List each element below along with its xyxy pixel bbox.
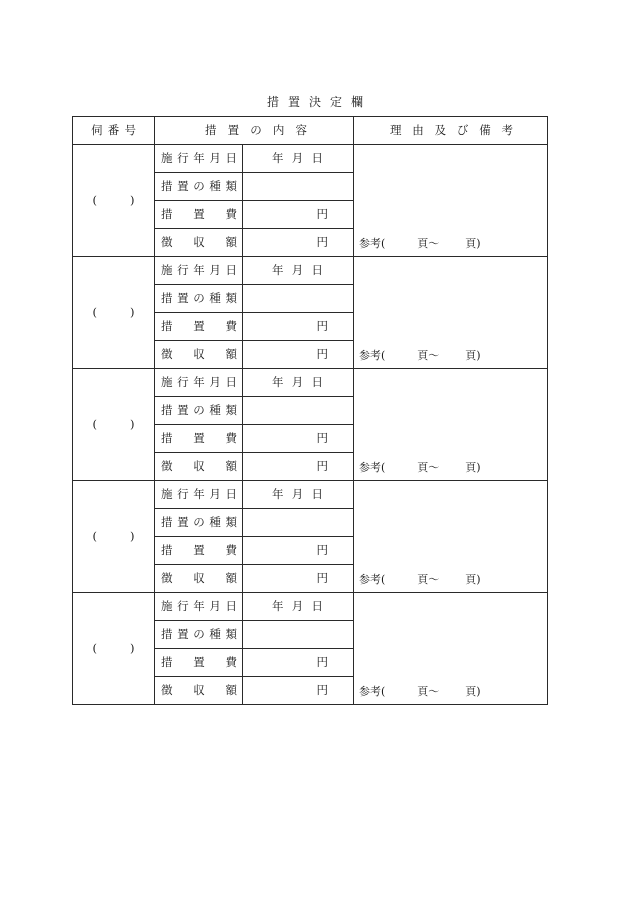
label-measure-cost: 措 置 費 — [155, 201, 243, 229]
label-measure-type: 措 置 の 種 類 — [155, 173, 243, 201]
value-measure-type[interactable] — [243, 173, 354, 201]
inquiry-number-cell[interactable] — [73, 145, 155, 257]
label-measure-cost: 措 置 費 — [155, 537, 243, 565]
label-effective-date: 施 行 年 月 日 — [155, 593, 243, 621]
reference-note: 参考( 頁〜 頁) — [359, 461, 481, 474]
label-collected-amount: 徴 収 額 — [155, 229, 243, 257]
value-measure-type[interactable] — [243, 509, 354, 537]
label-measure-type: 措 置 の 種 類 — [155, 621, 243, 649]
value-effective-date[interactable]: 年 月 日 — [243, 593, 354, 621]
value-collected-amount[interactable]: 円 — [243, 453, 354, 481]
entry-row-effective-date — [73, 257, 548, 285]
header-row — [73, 117, 548, 145]
inquiry-number-cell[interactable] — [73, 369, 155, 481]
reference-note: 参考( 頁〜 頁) — [359, 237, 481, 250]
remarks-cell[interactable] — [354, 257, 548, 369]
value-measure-cost[interactable]: 円 — [243, 313, 354, 341]
label-measure-cost: 措 置 費 — [155, 425, 243, 453]
inquiry-number-parentheses: ( ) — [92, 528, 135, 543]
value-collected-amount[interactable]: 円 — [243, 341, 354, 369]
inquiry-number-cell[interactable] — [73, 257, 155, 369]
header-measure-content — [155, 117, 354, 145]
inquiry-number-parentheses: ( ) — [92, 192, 135, 207]
remarks-cell[interactable] — [354, 481, 548, 593]
reference-note: 参考( 頁〜 頁) — [359, 573, 481, 586]
label-collected-amount: 徴 収 額 — [155, 677, 243, 705]
label-effective-date: 施 行 年 月 日 — [155, 257, 243, 285]
reference-note: 参考( 頁〜 頁) — [359, 349, 481, 362]
remarks-cell[interactable] — [354, 145, 548, 257]
label-effective-date: 施 行 年 月 日 — [155, 145, 243, 173]
entry-row-effective-date — [73, 145, 548, 173]
label-collected-amount: 徴 収 額 — [155, 341, 243, 369]
label-measure-type: 措 置 の 種 類 — [155, 509, 243, 537]
entry-row-effective-date — [73, 369, 548, 397]
label-measure-type: 措 置 の 種 類 — [155, 397, 243, 425]
label-measure-type: 措 置 の 種 類 — [155, 285, 243, 313]
remarks-cell[interactable] — [354, 369, 548, 481]
remarks-cell[interactable] — [354, 593, 548, 705]
label-collected-amount: 徴 収 額 — [155, 565, 243, 593]
reference-note: 参考( 頁〜 頁) — [359, 685, 481, 698]
value-measure-cost[interactable]: 円 — [243, 649, 354, 677]
value-measure-cost[interactable]: 円 — [243, 425, 354, 453]
value-measure-cost[interactable]: 円 — [243, 537, 354, 565]
label-collected-amount: 徴 収 額 — [155, 453, 243, 481]
page-title: 措置決定欄 — [266, 95, 372, 109]
value-collected-amount[interactable]: 円 — [243, 565, 354, 593]
header-inquiry-number — [73, 117, 155, 145]
entry-row-effective-date — [73, 481, 548, 509]
entries-body — [73, 145, 548, 705]
header-reason-remarks-text: 理 由 及 び 備 考 — [390, 122, 513, 137]
label-effective-date: 施 行 年 月 日 — [155, 481, 243, 509]
value-measure-type[interactable] — [243, 397, 354, 425]
header-reason-remarks — [354, 117, 548, 145]
label-measure-cost: 措 置 費 — [155, 313, 243, 341]
header-inquiry-number-text: 伺 番 号 — [91, 122, 136, 137]
value-effective-date[interactable]: 年 月 日 — [243, 257, 354, 285]
value-collected-amount[interactable]: 円 — [243, 677, 354, 705]
label-measure-cost: 措 置 費 — [155, 649, 243, 677]
value-measure-type[interactable] — [243, 621, 354, 649]
value-effective-date[interactable]: 年 月 日 — [243, 481, 354, 509]
value-effective-date[interactable]: 年 月 日 — [243, 369, 354, 397]
inquiry-number-parentheses: ( ) — [92, 304, 135, 319]
measure-decision-table — [72, 116, 548, 705]
inquiry-number-parentheses: ( ) — [92, 416, 135, 431]
inquiry-number-cell[interactable] — [73, 593, 155, 705]
value-collected-amount[interactable]: 円 — [243, 229, 354, 257]
entry-row-effective-date — [73, 593, 548, 621]
label-effective-date: 施 行 年 月 日 — [155, 369, 243, 397]
value-measure-type[interactable] — [243, 285, 354, 313]
value-effective-date[interactable]: 年 月 日 — [243, 145, 354, 173]
value-measure-cost[interactable]: 円 — [243, 201, 354, 229]
inquiry-number-parentheses: ( ) — [92, 640, 135, 655]
header-measure-content-text: 措 置 の 内 容 — [205, 122, 307, 137]
inquiry-number-cell[interactable] — [73, 481, 155, 593]
